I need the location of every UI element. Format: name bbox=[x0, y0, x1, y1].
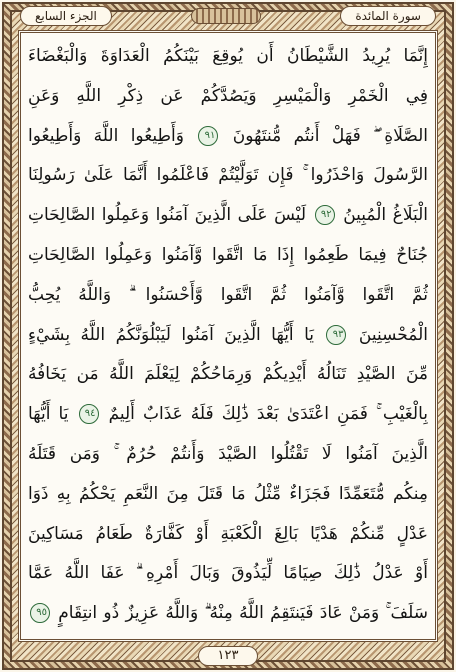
text-line bbox=[28, 595, 428, 631]
verse-text: إِنَّمَا يُرِيدُ الشَّيْطَانُ أَن يُوقِعَ بَيْنَكُمُ الْعَدَاوَةَ وَالْبَغْضَاءَ bbox=[28, 46, 428, 66]
verse-text: الصَّلَاةِ ۖ فَهَلْ أَنتُم مُّنتَهُونَ bbox=[232, 125, 428, 146]
verse-text: لَيْسَ عَلَى الَّذِينَ آمَنُوا وَعَمِلُوا الصَّالِحَاتِ bbox=[28, 205, 307, 226]
text-line bbox=[28, 237, 428, 273]
ayah-number-marker: ٩٥ bbox=[30, 603, 50, 623]
verse-text: فِي الْخَمْرِ وَالْمَيْسِرِ وَيَصُدَّكُمْ عَن ذِكْرِ اللَّهِ وَعَنِ bbox=[28, 85, 428, 106]
text-line bbox=[28, 396, 428, 432]
text-line bbox=[28, 476, 428, 512]
verse-text: أَوْ عَدْلُ ذَٰلِكَ صِيَامًا لِّيَذُوقَ وَبَالَ أَمْرِهِ ۗ عَفَا اللَّهُ عَمَّا bbox=[28, 563, 428, 584]
verse-text: وَأَطِيعُوا اللَّهَ وَأَطِيعُوا bbox=[28, 125, 184, 146]
page-number: ١٢٣ bbox=[198, 646, 258, 666]
verse-text: مِنكُم مُّتَعَمِّدًا فَجَزَاءٌ مِّثْلُ مَا قَتَلَ مِنَ النَّعَمِ يَحْكُمُ بِهِ ذَوَا bbox=[28, 483, 428, 504]
text-line bbox=[28, 436, 428, 472]
text-line bbox=[28, 157, 428, 193]
text-line bbox=[28, 356, 428, 392]
verse-text: ثُمَّ اتَّقَوا وَّآمَنُوا ثُمَّ اتَّقَوا وَّأَحْسَنُوا ۗ وَاللَّهُ يُحِبُّ bbox=[28, 284, 428, 305]
verse-text: يَا أَيُّهَا bbox=[28, 404, 69, 425]
text-line bbox=[28, 516, 428, 552]
surah-label: سورة المائدة bbox=[340, 6, 436, 26]
text-line bbox=[28, 78, 428, 114]
text-line bbox=[28, 277, 428, 313]
text-line bbox=[28, 317, 428, 353]
text-line bbox=[28, 118, 428, 154]
verse-text: الرَّسُولَ وَاحْذَرُوا ۚ فَإِن تَوَلَّيْتُمْ فَاعْلَمُوا أَنَّمَا عَلَىٰ رَسُولِنَا bbox=[28, 165, 428, 186]
ayah-number-marker: ٩٣ bbox=[326, 325, 346, 345]
verse-text: يَا أَيُّهَا الَّذِينَ آمَنُوا لَيَبْلُوَنَّكُمُ اللَّهُ بِشَيْءٍ bbox=[28, 324, 315, 345]
juz-label: الجزء السابع bbox=[20, 6, 112, 26]
ayah-number-marker: ٩٤ bbox=[79, 404, 99, 424]
header-ornament bbox=[191, 8, 261, 24]
verse-text: عَدْلٍ مِّنكُمْ هَدْيًا بَالِغَ الْكَعْبَةِ أَوْ كَفَّارَةٌ طَعَامُ مَسَاكِينَ bbox=[28, 523, 428, 544]
ayah-number-marker: ٩١ bbox=[198, 126, 218, 146]
text-line bbox=[28, 197, 428, 233]
verse-text: الَّذِينَ آمَنُوا لَا تَقْتُلُوا الصَّيْدَ وَأَنتُمْ حُرُمٌ ۚ وَمَن قَتَلَهُ bbox=[28, 444, 428, 464]
ayah-number-marker: ٩٢ bbox=[315, 205, 335, 225]
verse-text: سَلَفَ ۚ وَمَنْ عَادَ فَيَنتَقِمُ اللَّهُ مِنْهُ ۗ وَاللَّهُ عَزِيزٌ ذُو انتِقَامٍ bbox=[58, 603, 428, 624]
text-line bbox=[28, 38, 428, 74]
verse-text: جُنَاحٌ فِيمَا طَعِمُوا إِذَا مَا اتَّقَوا وَّآمَنُوا وَعَمِلُوا الصَّالِحَاتِ bbox=[28, 245, 428, 265]
verse-text: بِالْغَيْبِ ۚ فَمَنِ اعْتَدَىٰ بَعْدَ ذَٰلِكَ فَلَهُ عَذَابٌ أَلِيمٌ bbox=[108, 404, 428, 425]
page-header bbox=[20, 3, 436, 29]
verse-text: الْبَلَاغُ الْمُبِينُ bbox=[343, 205, 428, 226]
text-line bbox=[28, 555, 428, 591]
quran-text bbox=[28, 38, 428, 636]
verse-text: مِّنَ الصَّيْدِ تَنَالُهُ أَيْدِيكُمْ وَرِمَاحُكُمْ لِيَعْلَمَ اللَّهُ مَن يَخَافُهُ bbox=[28, 364, 428, 385]
verse-text: الْمُحْسِنِينَ bbox=[358, 324, 428, 345]
